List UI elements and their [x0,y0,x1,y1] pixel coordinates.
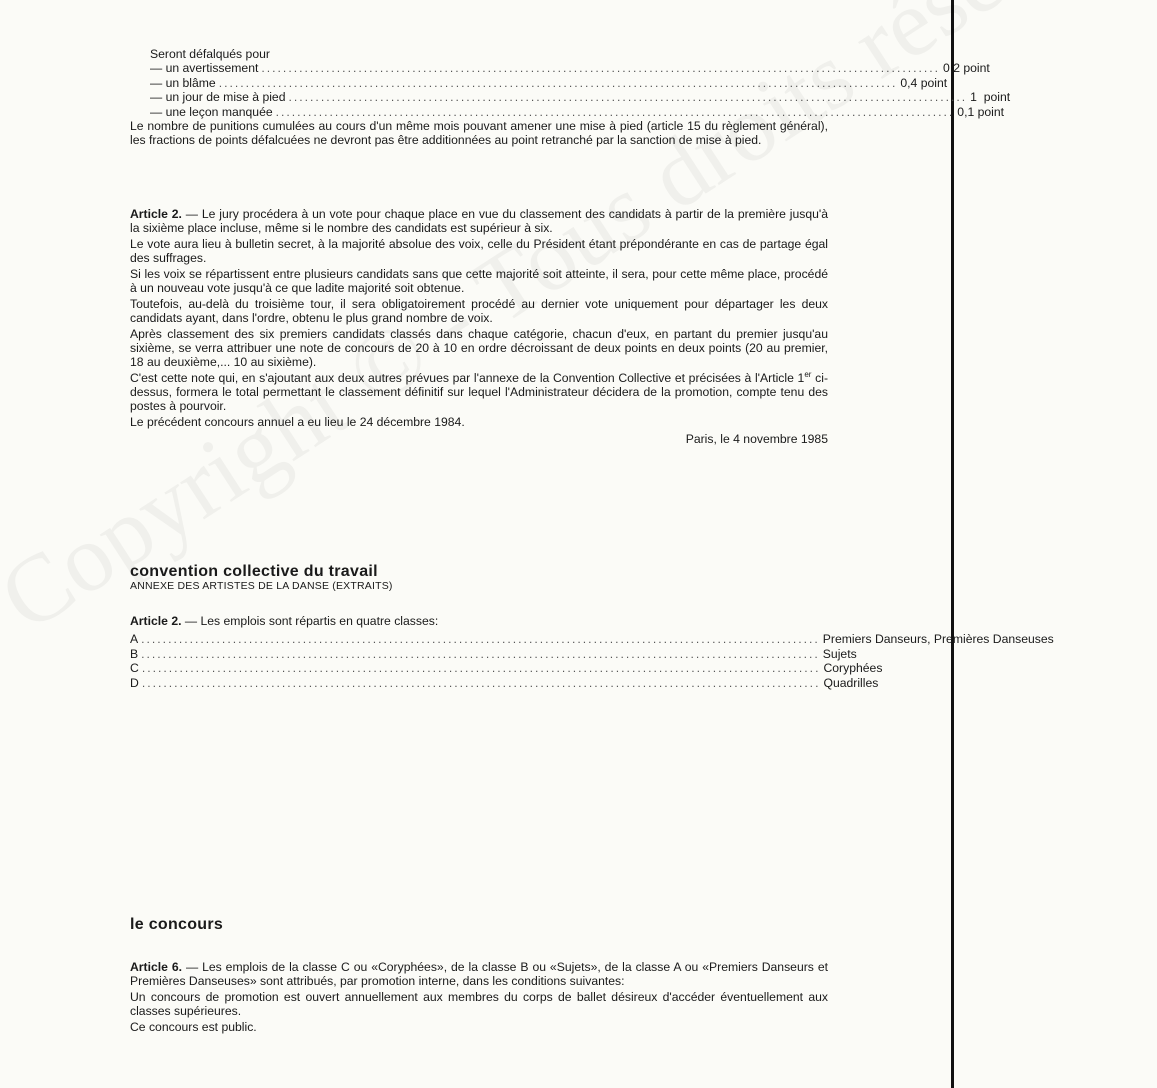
paragraph: C'est cette note qui, en s'ajoutant aux deux autres prévues par l'annexe de la Convention Collective et précisées à l'Article 1 [130,371,805,385]
convention-section [130,563,1054,690]
class-letter: D [130,675,139,690]
sanction-label: — une leçon manquée [150,104,273,119]
leader-dots: .............................................................................................................................. [141,675,821,690]
leader-dots: .............................................................................................................................. [141,661,821,675]
leader-dots: .............................................................................................................................. [288,90,968,104]
class-letter: C [130,661,139,675]
class-letter: B [130,646,139,661]
class-name: Quadrilles [823,675,879,690]
leader-dots: .............................................................................................................................. [218,75,898,90]
sanction-row [150,90,1011,105]
sanctions-list [130,61,1011,119]
document-date: Paris, le 4 novembre 1985 [685,432,828,446]
section-title: le concours [130,916,224,933]
sanction-label: — un blâme [150,75,216,90]
classes-list [130,632,1054,690]
paragraph: — Les emplois de la classe C ou «Coryphées», de la classe B ou «Sujets», de la classe A ou «Premiers Danseurs et Premières Danseuses» sont attribués, par promotion interne, dans les conditions suivantes: [130,960,828,988]
sanction-label: — un avertissement [150,61,259,75]
article-heading: Article 6. [130,960,183,974]
superscript: er [804,369,812,379]
paragraph: Le vote aura lieu à bulletin secret, à la majorité absolue des voix, celle du Président étant prépondérante en cas de partage égal des suffrages. [130,237,828,265]
leader-dots: .............................................................................................................................. [275,104,955,119]
article-2-jury [130,207,828,446]
sanction-value: 0,2 point [943,61,990,75]
paragraph: Après classement des six premiers candidats classés dans chaque catégorie, chacun d'eux, en partant du premier jusqu'au sixième, se verra attribuer une note de concours de 20 à 10 en ordre décroissant de deux points en deux points (20 au premier, 18 au deuxième,... 10 au sixième). [130,327,828,369]
concours-section [130,918,828,1034]
sanction-row [150,104,1005,120]
paragraph: Ce concours est public. [130,1020,257,1034]
class-name: Coryphées [823,661,883,675]
class-row [130,661,883,676]
class-name: Premiers Danseurs, Premières Danseuses [822,632,1054,646]
sanction-label: — un jour de mise à pied [150,90,286,104]
sanctions-note: Le nombre de punitions cumulées au cours d'un même mois pouvant amener une mise à pied (article 15 du règlement général), les fractions de points défalcuées ne devront pas être additionnées au point retranché par la sanction de mise à pied. [130,119,828,147]
sanction-row [150,75,948,91]
sanction-value: 0,4 point [900,75,948,90]
page-edge [951,0,954,1088]
class-letter: A [130,632,139,646]
article-heading: Article 2. [130,207,182,221]
leader-dots: .............................................................................................................................. [141,646,820,661]
sanctions-section [130,47,1011,147]
paragraph: — Le jury procédera à un vote pour chaque place en vue du classement des candidats à partir de la première jusqu'à la sixième place incluse, même si le nombre des candidats est supérieur à six. [130,207,829,235]
paragraph: Le précédent concours annuel a eu lieu le 24 décembre 1984. [130,415,465,429]
article-heading: Article 2. [130,614,182,628]
class-row [130,632,1054,647]
paragraph: Un concours de promotion est ouvert annuellement aux membres du corps de ballet désireux d'accéder éventuellement aux classes supérieures. [130,990,828,1018]
paragraph: Si les voix se répartissent entre plusieurs candidats sans que cette majorité soit atteinte, il sera, pour cette même place, procédé à un nouveau vote jusqu'à ce que ladite majorité soit obtenue. [130,267,828,295]
leader-dots: .............................................................................................................................. [261,61,941,75]
section-subtitle: ANNEXE DES ARTISTES DE LA DANSE (EXTRAITS) [130,580,393,592]
section-title: convention collective du travail [130,563,378,580]
sanction-value: 0,1 point [957,104,1005,119]
paragraph: Toutefois, au-delà du troisième tour, il sera obligatoirement procédé au dernier vote uniquement pour départager les deux candidats ayant, dans l'ordre, obtenu le plus grand nombre de voix. [130,297,828,325]
sanction-row [150,61,990,76]
sanctions-intro: Seront défalqués pour [150,47,270,61]
class-row [130,646,857,662]
class-name: Sujets [822,646,857,661]
paragraph: — Les emplois sont répartis en quatre classes: [181,614,439,628]
class-row [130,675,879,691]
paragraph: ci-dessus, formera le total permettant le classement définitif sur lequel l'Administrateur décidera de la promotion, compte tenu des postes à pourvoir. [130,371,829,413]
sanction-value: 1 point [970,90,1011,104]
leader-dots: .............................................................................................................................. [141,632,820,646]
